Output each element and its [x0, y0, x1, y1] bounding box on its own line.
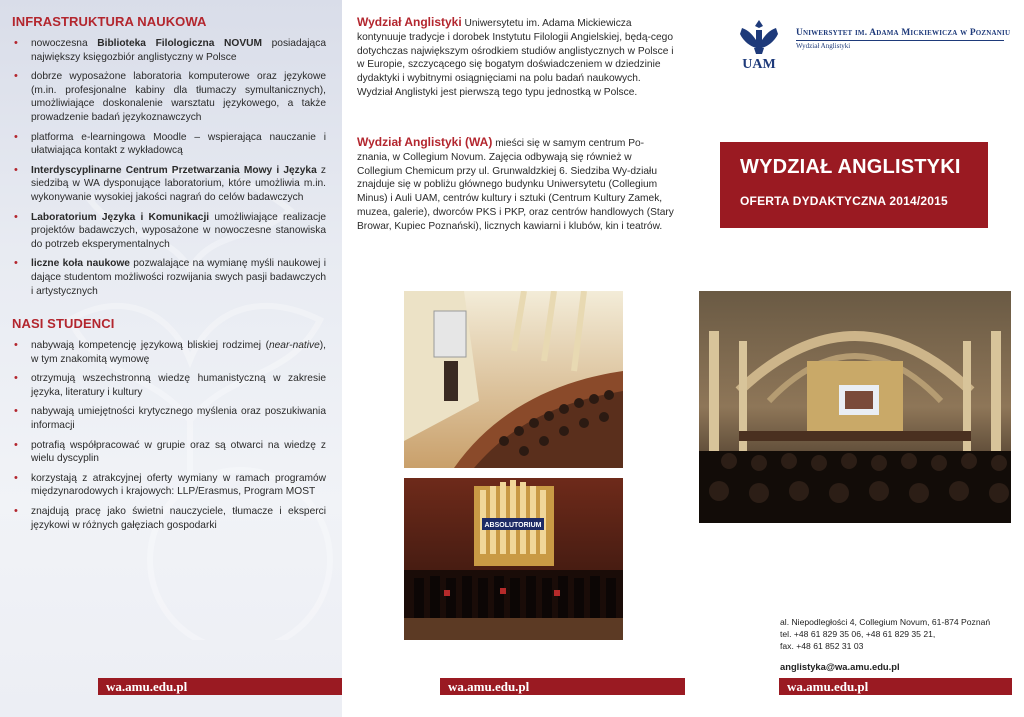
list-item — [12, 405, 326, 432]
list-item — [12, 472, 326, 499]
list-item — [12, 164, 326, 205]
university-name: Uniwersytet im. Adama Mickiewicza w Poznaniu — [796, 28, 1011, 38]
item-emphasis: Laboratorium Języka i Komunikacji — [31, 211, 210, 223]
faculty-title: WYDZIAŁ ANGLISTYKI — [740, 156, 961, 178]
email-link[interactable]: anglistyka@wa.amu.edu.pl — [780, 661, 900, 672]
website-link-right[interactable]: wa.amu.edu.pl — [779, 678, 1012, 695]
item-text: dobrze wyposażone laboratoria komputerowe oraz językowe (m.in. profesjonalne kabiny dla tłumaczy symultanicznych), umożliwiające doskonalenie warsztatu językowego, a także prowadzenie badań językoznawczych — [31, 71, 326, 123]
list-item — [12, 439, 326, 466]
list-item — [12, 372, 326, 399]
lecture-hall-photo — [404, 291, 623, 468]
graduation-ceremony-photo — [404, 478, 623, 640]
middle-panel — [343, 0, 685, 717]
item-text: ), w tym znakomitą wymowę — [31, 340, 326, 365]
list-item — [12, 505, 326, 532]
item-text: z siedzibą w WA dysponujące laboratorium, które umożliwia m.in. wykonywanie wysokiej jakości nagrań do celów badawczych — [31, 164, 326, 203]
list-item — [12, 339, 326, 366]
item-text: nabywają kompetencję językową bliskiej rodzimej ( — [31, 340, 269, 352]
location-paragraph — [357, 136, 675, 234]
list-item — [12, 211, 326, 252]
location-text — [357, 136, 675, 234]
left-panel — [0, 0, 342, 717]
infrastructure-heading: INFRASTRUKTURA NAUKOWA — [12, 14, 207, 29]
item-text: umożliwiające realizacje projektów badawczych, wyposażone w nowoczesne stanowiska do potrzeb eksperymentalnych — [31, 211, 326, 250]
item-text: otrzymują wszechstronną wiedzę humanistyczną w zakresie języka, literatury i kultury — [31, 373, 326, 398]
list-item — [12, 37, 326, 64]
address-block — [780, 616, 990, 652]
list-item — [12, 131, 326, 158]
infrastructure-list — [12, 37, 326, 298]
item-text: platforma e-learningowa Moodle – wspierająca nauczanie i ułatwiająca kontakt z wykładowcą — [31, 131, 326, 157]
offer-subtitle: OFERTA DYDAKTYCZNA 2014/2015 — [740, 194, 948, 208]
students-list — [12, 339, 326, 532]
intro-heading: Wydział Anglistyki — [357, 15, 462, 29]
item-text: potrafią współpracować w grupie oraz są otwarci na wiedzę z wielu dyscyplin — [31, 439, 326, 465]
item-emphasis: Interdyscyplinarne Centrum Przetwarzania Mowy i Języka — [31, 164, 317, 176]
location-body: mieści się w samym centrum Po-znania, w Collegium Novum. Zajęcia odbywają się również w Collegium Chemicum przy ul. Grunwaldzkiej 6. Siedziba Wy-działu znajduje się w pobliżu głównego budynku Uniwersytetu (Collegium Minus) i Auli UAM, centrów kultury i sztuki (Centrum Kultury Zamek, muzea, galerie), dworców PKS i PKP, oraz centrów handlowych (Stary Browar, Kupiec Poznański), licznych kawiarni i klubów, kin i teatrów. — [357, 138, 674, 232]
uam-eagle-logo-icon — [736, 18, 782, 70]
intro-text — [357, 16, 675, 100]
item-italic: near-native — [268, 340, 320, 352]
item-text: nabywają umiejętności krytycznego myślenia oraz poszukiwania informacji — [31, 406, 326, 432]
organ-banner-text: ABSOLUTORIUM — [484, 522, 542, 529]
list-item — [12, 257, 326, 298]
website-link-left[interactable]: wa.amu.edu.pl — [98, 678, 342, 695]
uam-logo-text: UAM — [742, 57, 776, 70]
aula-concert-hall-photo — [699, 291, 1011, 523]
website-link-middle[interactable]: wa.amu.edu.pl — [440, 678, 685, 695]
university-divider — [796, 40, 1004, 41]
students-heading: NASI STUDENCI — [12, 316, 115, 332]
location-heading: Wydział Anglistyki (WA) — [357, 135, 493, 149]
item-text: pozwalające na wymianę myśli naukowej i dające studentom możliwości rozwijania swych pasji badawczych i artystycznych — [31, 258, 326, 297]
item-emphasis: Biblioteka Filologiczna NOVUM — [97, 38, 262, 49]
faculty-small-label: Wydział Anglistyki — [796, 42, 851, 50]
address-line: al. Niepodległości 4, Collegium Novum, 61-874 Poznań — [780, 617, 991, 627]
item-text: nowoczesna — [31, 38, 98, 49]
list-item — [12, 70, 326, 124]
intro-paragraph — [357, 16, 675, 100]
title-box — [720, 142, 988, 228]
phone-line: tel. +48 61 829 35 06, +48 61 829 35 21, — [780, 629, 936, 639]
item-text: posiadająca największy księgozbiór anglistyczny w Polsce — [31, 38, 326, 63]
item-text: znajdują pracę jako świetni nauczyciele, tłumacze i eksperci językowi w różnych gałęziach gospodarki — [31, 506, 326, 531]
item-emphasis: liczne koła naukowe — [31, 258, 130, 270]
item-text: korzystają z atrakcyjnej oferty wymiany w ramach programów międzynarodowych i krajowych: LLP/Erasmus, Program MOST — [31, 472, 326, 498]
intro-body: Uniwersytetu im. Adama Mickiewicza kontynuuje tradycje i dorobek Instytutu Filologii Angielskiej, będą-cego dotychczas największym ośrodkiem studiów anglistycznych w Polsce i w Europie, szczycącego się bogatym doświadczeniem w dziedzinie dydaktyki i wybitnymi osiągnięciami na polu badań naukowych. Wydział Anglistyki jest pierwszą tego typu jednostką w Polsce. — [357, 18, 674, 98]
fax-line: fax. +48 61 852 31 03 — [780, 641, 864, 651]
